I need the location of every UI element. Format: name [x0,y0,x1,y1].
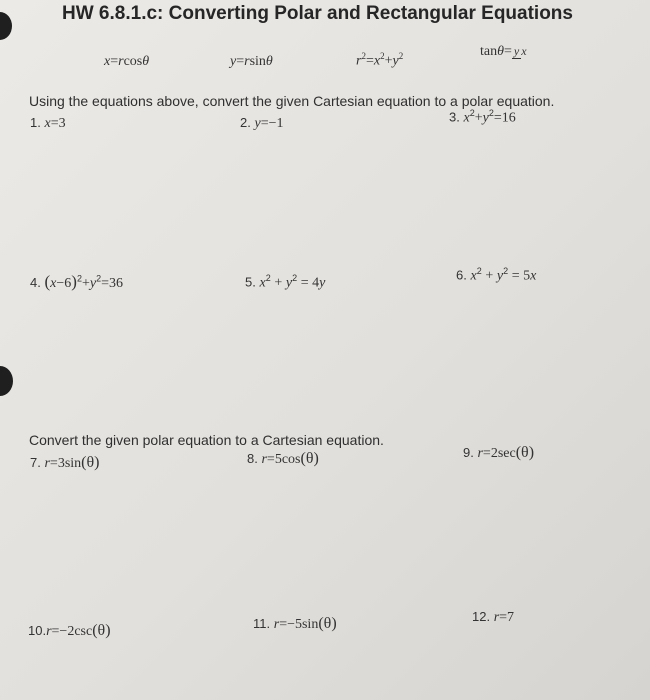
p4-open: ( [44,272,51,291]
f3-r: r [356,53,362,69]
p6-exp-x: 2 [476,266,482,276]
p10-arg: (θ) [92,622,111,639]
p5-plus: + [274,275,283,291]
problem-12 [472,609,514,626]
p7-eq: =3 [49,456,65,471]
p6-eq: = 5 [511,268,531,284]
p2-num: 2. [240,115,251,130]
problem-2 [240,115,283,132]
p5-exp-x: 2 [265,273,271,283]
p1-lhs: x [44,116,51,131]
p8-arg: (θ) [300,450,319,467]
p3-num: 3. [449,109,460,125]
p4-exp-paren: 2 [76,273,82,284]
f1-r: r [118,54,124,69]
p8-num: 8. [247,451,258,466]
p4-minus: −6 [56,276,72,291]
p4-num: 4. [30,275,41,290]
problem-3 [449,108,516,126]
p7-r: r [44,456,50,471]
p8-eq: =5 [266,452,282,467]
p10-num: 10. [28,623,47,638]
problem-4 [30,272,123,292]
p10-eq: =−2 [51,624,75,639]
f2-theta: θ [265,54,273,69]
p4-rhs: =36 [101,276,123,291]
p2-rhs: =−1 [260,116,284,131]
p7-arg: (θ) [81,454,100,471]
p11-eq: =−5 [279,617,302,632]
p1-rhs: =3 [50,116,66,131]
p4-exp-y: 2 [96,273,102,284]
p7-fn: sin [64,456,82,471]
f4-eq: = [504,44,512,59]
p11-arg: (θ) [318,615,337,632]
p1-num: 1. [30,115,41,130]
p5-num: 5. [245,274,256,290]
f4-den: x [521,44,527,59]
p3-exp-y: 2 [488,108,494,118]
p6-x: x [470,268,477,284]
f4-fraction [512,46,527,57]
p10-fn: csc [74,624,93,639]
f2-lhs: y [230,54,237,69]
f4-num: y [513,44,520,59]
p5-exp-y: 2 [292,273,298,283]
f1-lhs: x [104,54,111,69]
p12-eq: =7 [499,610,515,625]
page-title: HW 6.8.1.c: Converting Polar and Rectangular Equations [62,3,573,24]
p9-eq: =2 [482,446,498,461]
p11-r: r [273,617,280,632]
p5-eq: = 4 [300,275,320,291]
f3-exp-y: 2 [398,51,404,61]
f2-fn: sin [249,54,266,69]
p9-r: r [477,446,483,461]
p6-num: 6. [456,267,467,283]
f2-eq: = [236,54,245,69]
problem-11 [253,615,337,633]
p11-num: 11. [253,616,271,631]
p3-y: y [482,110,489,126]
p4-y: y [89,276,97,291]
f2-r: r [244,54,250,69]
problem-9 [463,444,534,462]
p4-x: x [50,276,57,291]
f4-fn: tan [480,44,498,59]
f1-eq: = [110,54,119,69]
p2-lhs: y [254,116,261,131]
p3-x: x [463,110,470,126]
binder-hole-top [0,12,12,40]
f3-eq: = [365,53,374,69]
f3-plus: + [384,53,393,69]
f4-theta: θ [497,44,504,59]
p10-r: r [46,624,52,639]
f3-exp-x: 2 [380,51,385,61]
f1-theta: θ [142,54,150,69]
p12-r: r [493,610,500,625]
p8-r: r [261,452,267,467]
p4-plus: + [81,276,90,291]
f3-x: x [373,53,381,69]
p4-close: ) [71,272,77,291]
p6-exp-y: 2 [503,266,509,276]
p5-y: y [285,275,293,291]
p9-fn: sec [497,446,516,461]
p6-plus: + [485,268,494,284]
formula-y-rsin [230,54,273,70]
problem-1 [30,115,66,132]
p3-plus: + [474,110,483,126]
p7-num: 7. [30,455,41,470]
f1-fn: cos [123,54,143,69]
p6-y: y [496,268,504,284]
p9-arg: (θ) [515,444,535,461]
f3-y: y [392,53,399,69]
p5-x: x [259,275,266,291]
p12-num: 12. [472,609,491,624]
p3-exp-x: 2 [469,108,475,118]
formula-tan [480,44,527,60]
formula-r-squared [356,51,403,70]
p3-rhs: =16 [493,110,516,126]
instruction-cartesian-to-polar: Using the equations above, convert the given Cartesian equation to a polar equation. [29,93,555,109]
p5-rhs: y [319,275,326,291]
problem-7 [30,454,100,472]
instruction-polar-to-cartesian: Convert the given polar equation to a Cartesian equation. [29,432,384,448]
problem-8 [247,450,319,468]
p11-fn: sin [301,617,319,632]
p6-rhs: x [530,268,537,284]
problem-5 [245,273,325,291]
binder-hole-middle [0,366,13,396]
problem-6 [456,266,536,284]
formula-x-rcos [104,54,149,70]
problem-10 [28,622,111,640]
p8-fn: cos [281,452,301,467]
f3-exp-r: 2 [361,51,366,61]
p9-num: 9. [463,445,474,460]
